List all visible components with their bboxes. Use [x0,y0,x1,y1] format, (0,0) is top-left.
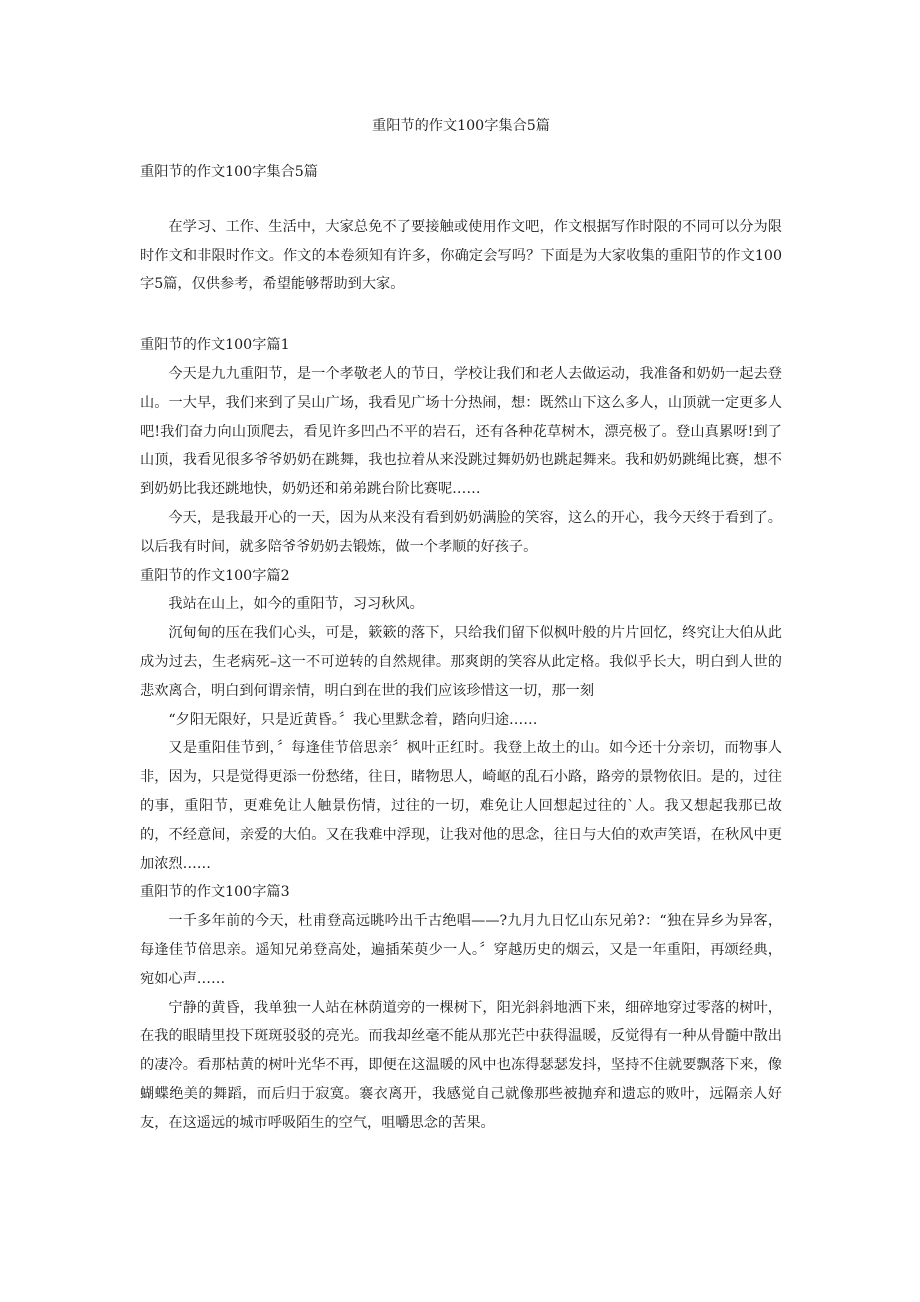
section-heading: 重阳节的作文100字篇3 [140,884,290,901]
section-paragraph: 宁静的黄昏，我单独一人站在林荫道旁的一棵树下，阳光斜斜地洒下来，细碎地穿过零落的树叶，在我的眼睛里投下斑斑驳驳的亮光。而我却丝毫不能从那光芒中获得温暖，反觉得有一种从骨髓中散出的凄冷。看那枯黄的树叶光华不再，即便在这温暖的风中也冻得瑟瑟发抖，坚持不住就要飘落下来，像蝴蝶绝美的舞蹈，而后归于寂寞。褰衣离开，我感觉自己就像那些被抛弃和遗忘的败叶，远隔亲人好友，在这遥远的城市呼吸陌生的空气，咀嚼思念的苦果。 [140,999,782,1131]
section-paragraph: 今天是九九重阳节，是一个孝敬老人的节日，学校让我们和老人去做运动，我准备和奶奶一起去登山。一大早，我们来到了吴山广场，我看见广场十分热闹，想：既然山下这么多人，山顶就一定更多人吧!我们奋力向山顶爬去，看见许多凹凸不平的岩石，还有各种花草树木，漂亮极了。登山真累呀!到了山顶，我看见很多爷爷奶奶在跳舞，我也拉着从来没跳过舞奶奶也跳起舞来。我和奶奶跳绳比赛，想不到奶奶比我还跳地快，奶奶还和弟弟跳台阶比赛呢…… [140,365,782,498]
section-paragraph: 沉甸甸的压在我们心头，可是，簌簌的落下，只给我们留下似枫叶般的片片回忆，终究让大伯从此成为过去，生老病死–这一不可逆转的自然规律。那爽朗的笑容从此定格。我似乎长大，明白到人世的悲欢离合，明白到何谓亲情，明白到在世的我们应该珍惜这一切，那一刻 [140,625,782,699]
document-page [140,112,782,1138]
section-paragraph: 一千多年前的今天，杜甫登高远眺吟出千古绝唱——?九月九日忆山东兄弟?：“独在异乡为异客，每逢佳节倍思亲。遥知兄弟登高处，遍插茱萸少一人。〞穿越历史的烟云，又是一年重阳，再颂经典，宛如心声…… [140,913,783,987]
section-paragraph: 今天，是我最开心的一天，因为从来没有看到奶奶满脸的笑容，这么的开心，我今天终于看到了。以后我有时间，就多陪爷爷奶奶去锻炼，做一个孝顺的好孩子。 [140,509,782,555]
intro-paragraph: 在学习、工作、生活中，大家总免不了要接触或使用作文吧，作文根据写作时限的不同可以分为限时作文和非限时作文。作文的本卷须知有许多，你确定会写吗？下面是为大家收集的重阳节的作文100字5篇，仅供参考，希望能够帮助到大家。 [140,218,782,293]
section-paragraph: 我站在山上，如今的重阳节，习习秋风。 [168,596,424,613]
section-heading: 重阳节的作文100字篇1 [140,337,290,354]
essay-section-2 [140,562,782,879]
document-title: 重阳节的作文100字集合5篇 [372,118,550,134]
essay-section-3 [140,878,782,1137]
document-subtitle: 重阳节的作文100字集合5篇 [140,164,318,180]
section-paragraph: 又是重阳佳节到，〞每逢佳节倍思亲〞枫叶正红时。我登上故土的山。如今还十分亲切，而物事人非，因为，只是觉得更添一份愁绪，往日，睹物思人，崎岖的乱石小路，路旁的景物依旧。是的，过往的事，重阳节，更难免让人触景伤情，过往的一切，难免让人回想起过往的`人。我又想起我那已故的，不经意间，亲爱的大伯。又在我难中浮现，让我对他的思念，往日与大伯的欢声笑语，在秋风中更加浓烈…… [140,740,782,872]
section-paragraph: “夕阳无限好，只是近黄昏。〞我心里默念着，踏向归途…… [168,711,538,728]
essay-section-1 [140,331,782,561]
section-heading: 重阳节的作文100字篇2 [140,567,290,584]
